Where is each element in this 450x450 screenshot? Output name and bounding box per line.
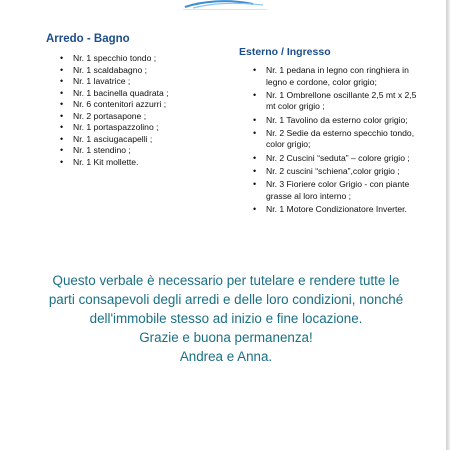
list-item: • Nr. 1 Tavolino da esterno color grigio; — [253, 115, 418, 127]
logo-swoosh-icon — [183, 0, 267, 9]
list-item: • Nr. 1 portaspazzolino ; — [60, 122, 220, 134]
section-title-arredo-bagno: Arredo - Bagno — [46, 33, 130, 45]
closing-signature: Andrea e Anna. — [179, 349, 273, 364]
list-item: • Nr. 1 scaldabagno ; — [60, 65, 220, 77]
list-item: • Nr. 2 Cuscini “seduta” – colore grigio ; — [253, 153, 418, 165]
esterno-ingresso-list — [253, 65, 418, 217]
closing-line: dell'immobile stesso ad inizio e fine locazione. — [89, 311, 363, 326]
arredo-bagno-list — [60, 53, 220, 168]
closing-line: parti consapevoli degli arredi e delle loro condizioni, nonché — [48, 292, 404, 307]
header-logo — [183, 0, 267, 10]
list-item: • Nr. 1 Kit mollette. — [60, 157, 220, 169]
list-item: • Nr. 1 asciugacapelli ; — [60, 134, 220, 146]
closing-line: Questo verbale è necessario per tutelare e rendere tutte le — [52, 273, 400, 288]
list-item: • Nr. 1 Ombrellone oscillante 2,5 mt x 2,5 mt color grigio ; — [253, 90, 418, 113]
list-item: • Nr. 1 stendino ; — [60, 145, 220, 157]
section-title-esterno-ingresso: Esterno / Ingresso — [239, 46, 331, 58]
list-item: • Nr. 1 pedana in legno con ringhiera in legno e cordone, color grigio; — [253, 65, 418, 88]
closing-message — [30, 271, 422, 366]
list-item: • Nr. 6 contenitori azzurri ; — [60, 99, 220, 111]
list-item: • Nr. 2 Sedie da esterno specchio tondo, color grigio; — [253, 128, 418, 151]
list-item: • Nr. 1 lavatrice ; — [60, 76, 220, 88]
page-edge-shadow — [446, 0, 450, 450]
list-item: • Nr. 1 specchio tondo ; — [60, 53, 220, 65]
closing-thanks: Grazie e buona permanenza! — [139, 330, 313, 345]
list-item: • Nr. 1 bacinella quadrata ; — [60, 88, 220, 100]
list-item: • Nr. 2 cuscini “schiena”,color grigio ; — [253, 166, 418, 178]
list-item: • Nr. 1 Motore Condizionatore Inverter. — [253, 204, 418, 216]
list-item: • Nr. 3 Fioriere color Grigio - con piante grasse al loro interno ; — [253, 179, 418, 202]
list-item: • Nr. 2 portasapone ; — [60, 111, 220, 123]
